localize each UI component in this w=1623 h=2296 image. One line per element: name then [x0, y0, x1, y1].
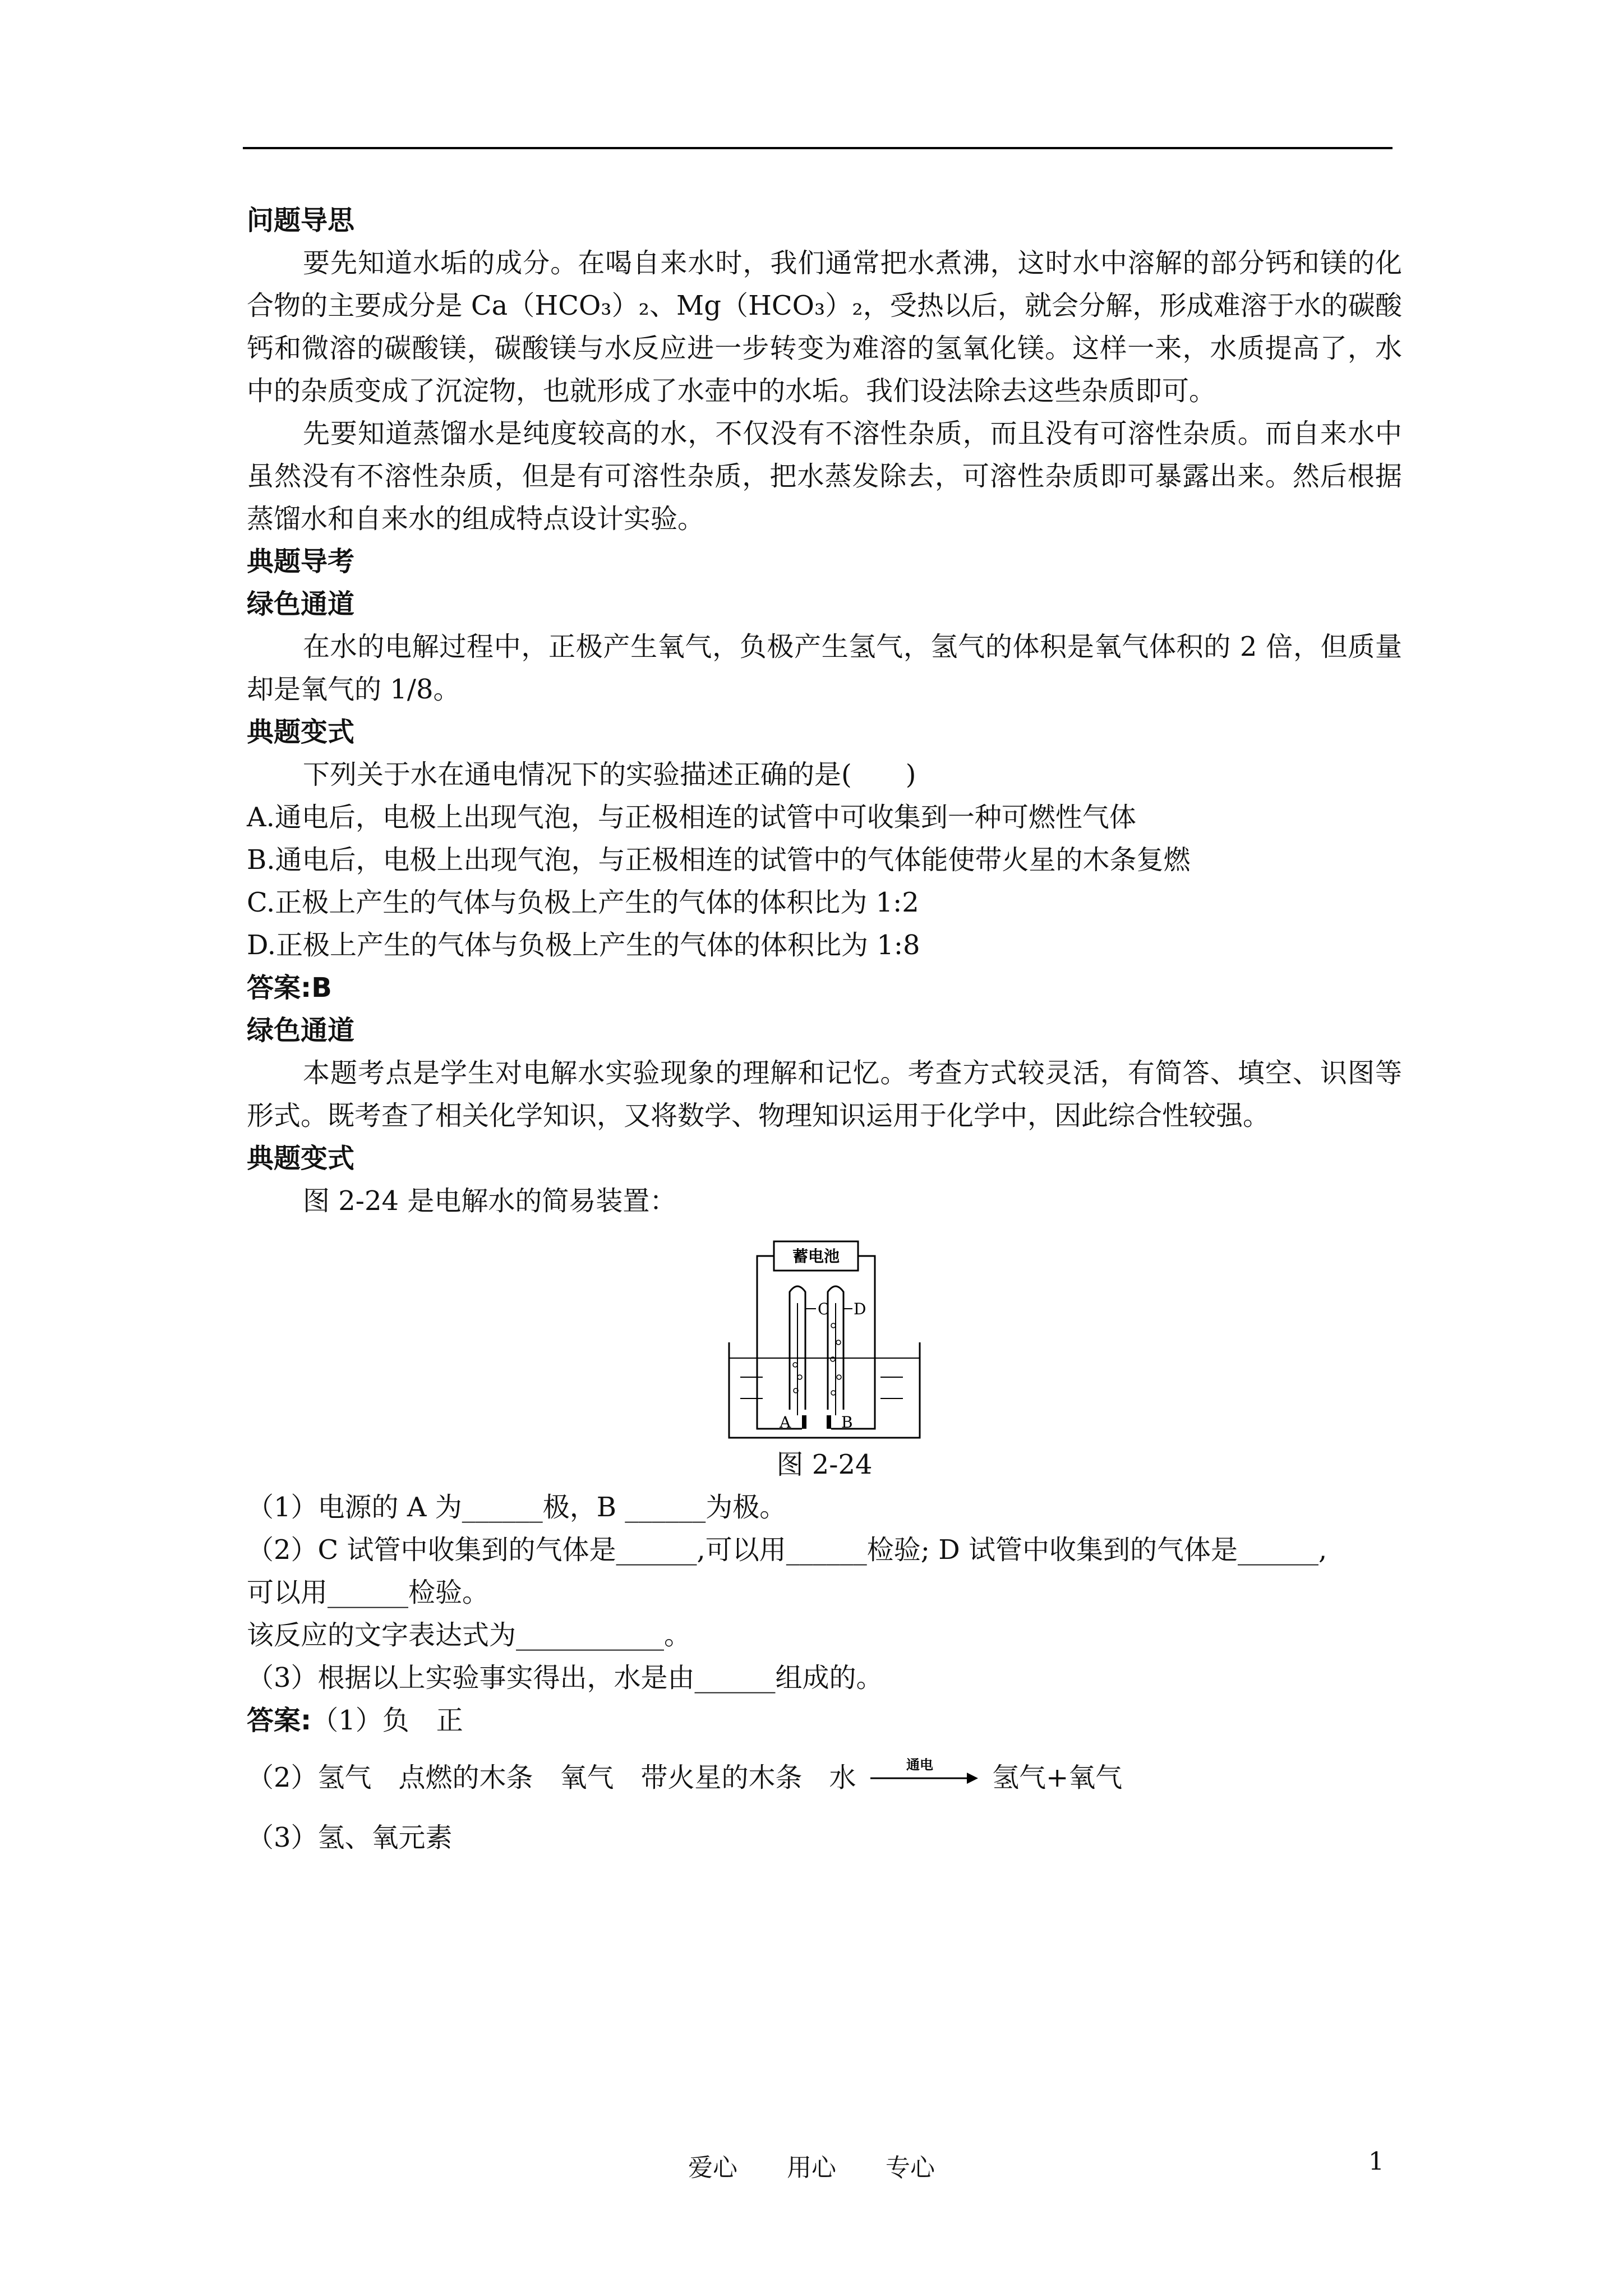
- question-stem: 下列关于水在通电情况下的实验描述正确的是( ): [303, 759, 916, 790]
- paragraph: 本题考点是学生对电解水实验现象的理解和记忆。考查方式较灵活，有简答、填空、识图等形式。既考查了相关化学知识，又将数学、物理知识运用于化学中，因此综合性较强。: [247, 1057, 1402, 1131]
- paragraph: 先要知道蒸馏水是纯度较高的水，不仅没有不溶性杂质，而且没有可溶性杂质。而自来水中虽然没有不溶性杂质，但是有可溶性杂质，把水蒸发除去，可溶性杂质即可暴露出来。然后根据蒸馏水和自来水的组成特点设计实验。: [247, 418, 1402, 535]
- page-number: 1: [1368, 2147, 1384, 2176]
- electrode-a: [802, 1415, 806, 1429]
- answer: 答案:B: [247, 972, 332, 1004]
- reaction-arrow-icon: [868, 1758, 980, 1789]
- fill-question-1: （1）电源的 A 为______极，B ______为极。: [247, 1492, 787, 1523]
- battery-label: 蓄电池: [792, 1247, 840, 1266]
- arrow-condition-label: 通电: [906, 1757, 933, 1773]
- wire-left: [757, 1256, 774, 1404]
- label-b: B: [841, 1413, 853, 1432]
- label-c: C: [818, 1300, 830, 1318]
- fill-question-2-cont: 可以用______检验。: [247, 1577, 490, 1608]
- option-a: A.通电后，电极上出现气泡，与正极相连的试管中可收集到一种可燃性气体: [247, 802, 1136, 833]
- fill-question-3: （3）根据以上实验事实得出，水是由______组成的。: [247, 1662, 883, 1694]
- option-d: D.正极上产生的气体与负极上产生的气体的体积比为 1:8: [247, 930, 920, 961]
- section-heading-guide: 问题导思: [247, 205, 355, 236]
- answer-line-1: [247, 1699, 1402, 1742]
- answer-2-prefix: （2）氢气 点燃的木条 氧气 带火星的木条 水: [247, 1762, 856, 1793]
- answer-2-suffix: 氢气+氧气: [992, 1762, 1123, 1793]
- section-heading-exam: 典题导考: [247, 546, 355, 577]
- answer-label: 答案:: [247, 1705, 312, 1736]
- paragraph: 要先知道水垢的成分。在喝自来水时，我们通常把水煮沸，这时水中溶解的部分钙和镁的化合物的主要成分是 Ca（HCO₃）₂、Mg（HCO₃）₂，受热以后，就会分解，形成难溶于水的碳酸钙和微溶的碳酸镁，碳酸镁与水反应进一步转变为难溶的氢氧化镁。这样一来，水质提高了，水中的杂质变成了沉淀物，也就形成了水壶中的水垢。我们设法除去这些杂质即可。: [247, 247, 1402, 407]
- electrolysis-figure: [247, 1230, 1402, 1486]
- document-body: [247, 199, 1402, 1859]
- paragraph: 在水的电解过程中，正极产生氧气，负极产生氢气，氢气的体积是氧气体积的 2 倍，但质量却是氧气的 1/8。: [247, 631, 1402, 705]
- electrolysis-apparatus-diagram: [723, 1230, 925, 1443]
- section-heading-variant: 典题变式: [247, 716, 355, 748]
- section-heading-variant: 典题变式: [247, 1143, 355, 1174]
- header-rule: [243, 147, 1393, 149]
- answer-line-3: （3）氢、氧元素: [247, 1821, 453, 1853]
- electrode-b: [827, 1415, 831, 1429]
- reaction-arrow: [868, 1758, 980, 1802]
- subheading-green-channel: 绿色通道: [247, 1015, 355, 1046]
- subheading-green-channel: 绿色通道: [247, 588, 355, 620]
- answer-line-2: [247, 1756, 1402, 1802]
- figure-caption: 图 2-24: [776, 1449, 873, 1480]
- label-d: D: [854, 1300, 866, 1318]
- figure-intro: 图 2-24 是电解水的简易装置：: [303, 1185, 677, 1217]
- label-a: A: [780, 1413, 791, 1432]
- fill-question-2-equation: 该反应的文字表达式为___________。: [247, 1619, 691, 1651]
- option-b: B.通电后，电极上出现气泡，与正极相连的试管中的气体能使带火星的木条复燃: [247, 844, 1191, 876]
- wire-right: [858, 1256, 875, 1404]
- option-c: C.正极上产生的气体与负极上产生的气体的体积比为 1:2: [247, 887, 919, 918]
- page-footer: 爱心 用心 专心: [688, 2154, 935, 2182]
- answer-1: （1）负 正: [311, 1705, 463, 1736]
- fill-question-2: （2）C 试管中收集到的气体是______,可以用______检验; D 试管中收集到的气体是______,: [247, 1534, 1327, 1566]
